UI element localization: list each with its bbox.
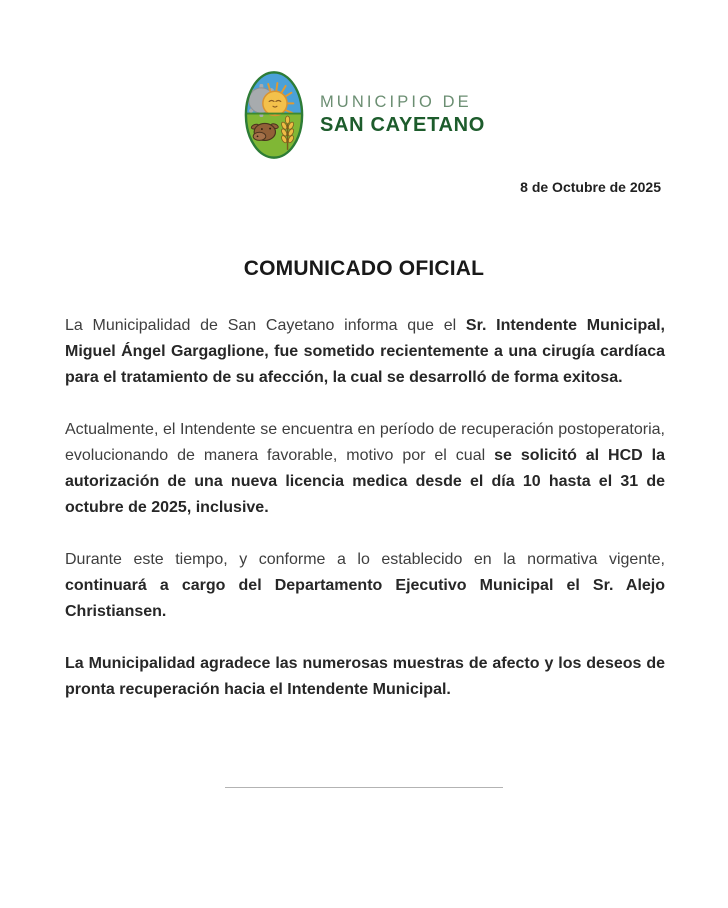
paragraph-4 <box>65 651 665 703</box>
municipality-logo <box>0 68 728 162</box>
paragraph-2 <box>65 417 665 521</box>
document-body <box>65 313 665 729</box>
paragraph-3-regular: Durante este tiempo, y conforme a lo establecido en la normativa vigente, <box>65 551 665 568</box>
paragraph-4-bold: La Municipalidad agradece las numerosas muestras de afecto y los deseos de pronta recuperación hacia el Intendente Municipal. <box>65 655 665 698</box>
paragraph-1-regular: La Municipalidad de San Cayetano informa que el <box>65 317 466 334</box>
paragraph-3-bold: continuará a cargo del Departamento Ejecutivo Municipal el Sr. Alejo Christiansen. <box>65 577 665 620</box>
sun-icon <box>263 91 287 115</box>
paragraph-1-bold: Sr. Intendente Municipal, Miguel Ángel Gargaglione, fue sometido recientemente a una cirugía cardíaca para el tratamiento de su afección, la cual se desarrolló de forma exitosa. <box>65 317 666 386</box>
footer-divider <box>225 787 503 788</box>
org-name-block <box>320 93 485 138</box>
document-title: COMUNICADO OFICIAL <box>243 257 485 280</box>
paragraph-2-regular: Actualmente, el Intendente se encuentra en período de recuperación postoperatoria, evolucionando de manera favorable, motivo por el cual <box>65 421 665 464</box>
document-date: 8 de Octubre de 2025 <box>520 179 661 195</box>
org-name-line1: MUNICIPIO DE <box>319 92 472 111</box>
san-cayetano-crest-icon <box>243 68 305 162</box>
org-name-line2: SAN CAYETANO <box>319 114 486 137</box>
paragraph-1 <box>65 313 665 391</box>
paragraph-3 <box>65 547 665 625</box>
paragraph-2-bold: se solicitó al HCD la autorización de una nueva licencia medica desde el día 10 hasta el 31 de octubre de 2025, inclusive. <box>65 447 666 516</box>
